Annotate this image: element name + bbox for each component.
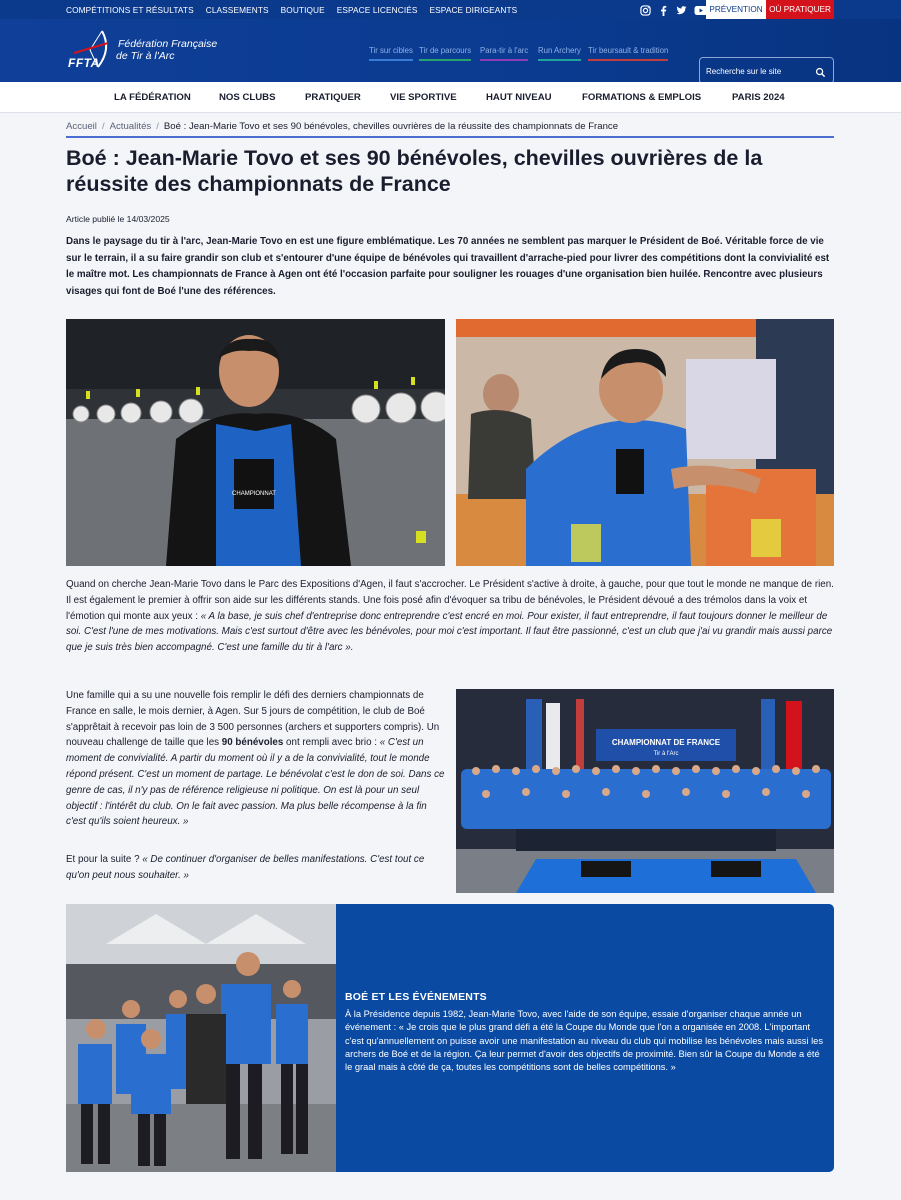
nav-pratiquer[interactable]: PRATIQUER bbox=[305, 92, 361, 103]
photo-president-portrait bbox=[66, 319, 445, 566]
info-card-title: BOÉ ET LES ÉVÉNEMENTS bbox=[345, 991, 487, 1003]
utility-links bbox=[66, 0, 517, 19]
shirt-print-text: CHAMPIONNAT bbox=[232, 491, 276, 497]
paragraph-1-quote: « A la base, je suis chef d'entreprise donc entreprendre c'est encré en moi. Pour exister, il faut entreprendre, il faut toujours donner le meilleur de soi. C'est l'une de mes motivations. Mais c'est surtout d'être avec les bénévoles, pour moi c'est important. Il faut être passionné, c'est un club que j'ai vu grandir mais aussi parce que je suis très bien accompagné. C'est une famille du tir à l'arc ». bbox=[66, 610, 833, 654]
link-boutique[interactable]: BOUTIQUE bbox=[280, 4, 325, 15]
paragraph-3-quote: « De continuer d'organiser de belles manifestations. C'est tout ce qu'on peut nous souhaiter. » bbox=[66, 854, 425, 881]
instagram-icon[interactable] bbox=[640, 3, 651, 14]
paragraph-2-quote: « C'est un moment de convivialité. A partir du moment où il y a de la convivialité, tout le monde répond présent. C'est un moment de partage. Le bénévolat c'est le don de soi. Dans ce genre de cas, il n'y pas de référence religieuse ni politique. On est là pour un seul objectif : l'intérêt du club. On le fait avec passion. Ma plus belle récompense à la fin c'est qu'ils soient heureux. » bbox=[66, 737, 445, 828]
logo-abbr: FFTA bbox=[68, 56, 100, 70]
page-title: Boé : Jean-Marie Tovo et ses 90 bénévoles, chevilles ouvrières de la réussite des championnats de France bbox=[66, 146, 763, 196]
search-icon[interactable] bbox=[815, 65, 826, 76]
info-card-body: À la Présidence depuis 1982, Jean-Marie Tovo, avec l'aide de son équipe, essaie d'organiser chaque année un événement : « Je crois que le plus grand défi a été la Coupe du Monde que l'on a organisée en 2008. L'important c'est qu'annuellement on puisse avoir une manifestation au niveau du club qui mobilise les bénévoles mais aussi les archers de Boé et de la région. Ça leur permet d'avoir des objectifs de proximité. Bien sûr la Coupe du Monde a été le graal mais à côté de ça, toutes les compétitions sont de belles compétitions. » bbox=[345, 1009, 823, 1073]
breadcrumb-current: Boé : Jean-Marie Tovo et ses 90 bénévoles, chevilles ouvrières de la réussite des championnats de France bbox=[163, 121, 619, 132]
ou-pratiquer-button[interactable]: OÙ PRATIQUER bbox=[766, 0, 834, 19]
link-competitions[interactable]: COMPÉTITIONS ET RÉSULTATS bbox=[66, 4, 194, 15]
breadcrumb: Accueil / Actualités / Boé : Jean-Marie Tovo et ses 90 bénévoles, chevilles ouvrières de la réussite des championnats de France bbox=[66, 121, 834, 138]
breadcrumb-home[interactable]: Accueil bbox=[66, 121, 97, 132]
article-lede: Dans le paysage du tir à l'arc, Jean-Marie Tovo en est une figure emblématique. Les 70 années ne semblent pas marquer le Président de Boé. Véritable force de vie sur le terrain, il a su faire grandir son club et s'entourer d'une équipe de bénévoles qui travaillent d'arrache-pied pour livrer des compétitions dont la convivialité est le maître mot. Les championnats de France à Agen ont été l'occasion parfaite pour souligner les rouages d'une organisation bien huilée. Rencontre avec plusieurs visages qui font de Boé l'une des références. bbox=[66, 236, 830, 297]
nav-paris-2024[interactable]: PARIS 2024 bbox=[732, 92, 785, 103]
discipline-run-archery[interactable]: Run Archery bbox=[538, 46, 581, 58]
discipline-beursault[interactable]: Tir beursault & tradition bbox=[588, 46, 668, 58]
nav-formations-emplois[interactable]: FORMATIONS & EMPLOIS bbox=[582, 92, 702, 103]
nav-haut-niveau[interactable]: HAUT NIVEAU bbox=[486, 92, 552, 103]
social-links bbox=[640, 3, 708, 14]
link-classements[interactable]: CLASSEMENTS bbox=[205, 4, 269, 15]
site-header bbox=[0, 19, 901, 82]
prevention-button[interactable]: PRÉVENTION bbox=[706, 0, 766, 19]
nav-vie-sportive[interactable]: VIE SPORTIVE bbox=[390, 92, 457, 103]
paragraph-3-text: Et pour la suite ? bbox=[66, 854, 143, 865]
info-card-boe-evenements bbox=[336, 904, 834, 1172]
article-paragraph-1 bbox=[66, 577, 836, 656]
photo-young-archers bbox=[66, 904, 336, 1172]
facebook-icon[interactable] bbox=[658, 3, 669, 14]
banner-subtitle: Tir à l'Arc bbox=[653, 751, 679, 757]
discipline-para-tir[interactable]: Para-tir à l'arc bbox=[480, 46, 528, 58]
paragraph-2-bold: 90 bénévoles bbox=[221, 737, 284, 749]
nav-nos-clubs[interactable]: NOS CLUBS bbox=[219, 92, 276, 103]
breadcrumb-actualites[interactable]: Actualités bbox=[109, 121, 152, 132]
logo-name-line1: Fédération Française bbox=[118, 38, 218, 50]
link-espace-dirigeants[interactable]: ESPACE DIRIGEANTS bbox=[429, 4, 518, 15]
link-espace-licencies[interactable]: ESPACE LICENCIÉS bbox=[336, 4, 418, 15]
publish-date: Article publié le 14/03/2025 bbox=[66, 214, 170, 224]
nav-la-federation[interactable]: LA FÉDÉRATION bbox=[114, 92, 191, 103]
paragraph-2-text-2: ont rempli avec brio : bbox=[283, 737, 380, 749]
search-input[interactable] bbox=[706, 64, 814, 78]
photo-president-stand bbox=[456, 319, 834, 566]
site-search bbox=[699, 57, 834, 84]
banner-text: CHAMPIONNAT DE FRANCE bbox=[611, 738, 721, 747]
top-utility-bar bbox=[0, 0, 901, 19]
photo-volunteers-group bbox=[456, 689, 834, 893]
discipline-tir-sur-cibles[interactable]: Tir sur cibles bbox=[369, 46, 413, 58]
article-paragraph-3 bbox=[66, 852, 446, 884]
paragraph-2-text: Une famille qui a su une nouvelle fois remplir le défi des derniers championnats de France en salle, le mois dernier, à Agen. Sur 5 jours de compétition, le club de Boé s'apprêtait à recevoir pas loin de 3 500 personnes (archers et supporters compris). Un nouveau challenge de taille que les bbox=[66, 690, 440, 749]
paragraph-1-text: Quand on cherche Jean-Marie Tovo dans le Parc des Expositions d'Agen, il faut s'accrocher. Le Président s'active à droite, à gauche, pour que tout le monde ne manque de rien. Il est également le premier à offrir son aide sur les différents stands. Une fois posé afin d'évoquer sa tribu de bénévoles, le Président dévoué a des trémolos dans la voix et l'émotion qui monte aux yeux : bbox=[66, 579, 834, 622]
article-paragraph-2 bbox=[66, 688, 446, 830]
ffta-logo[interactable] bbox=[68, 29, 248, 71]
discipline-tir-de-parcours[interactable]: Tir de parcours bbox=[419, 46, 471, 58]
twitter-icon[interactable] bbox=[676, 3, 687, 14]
main-nav bbox=[0, 82, 901, 113]
logo-name-line2: de Tir à l'Arc bbox=[116, 50, 175, 62]
